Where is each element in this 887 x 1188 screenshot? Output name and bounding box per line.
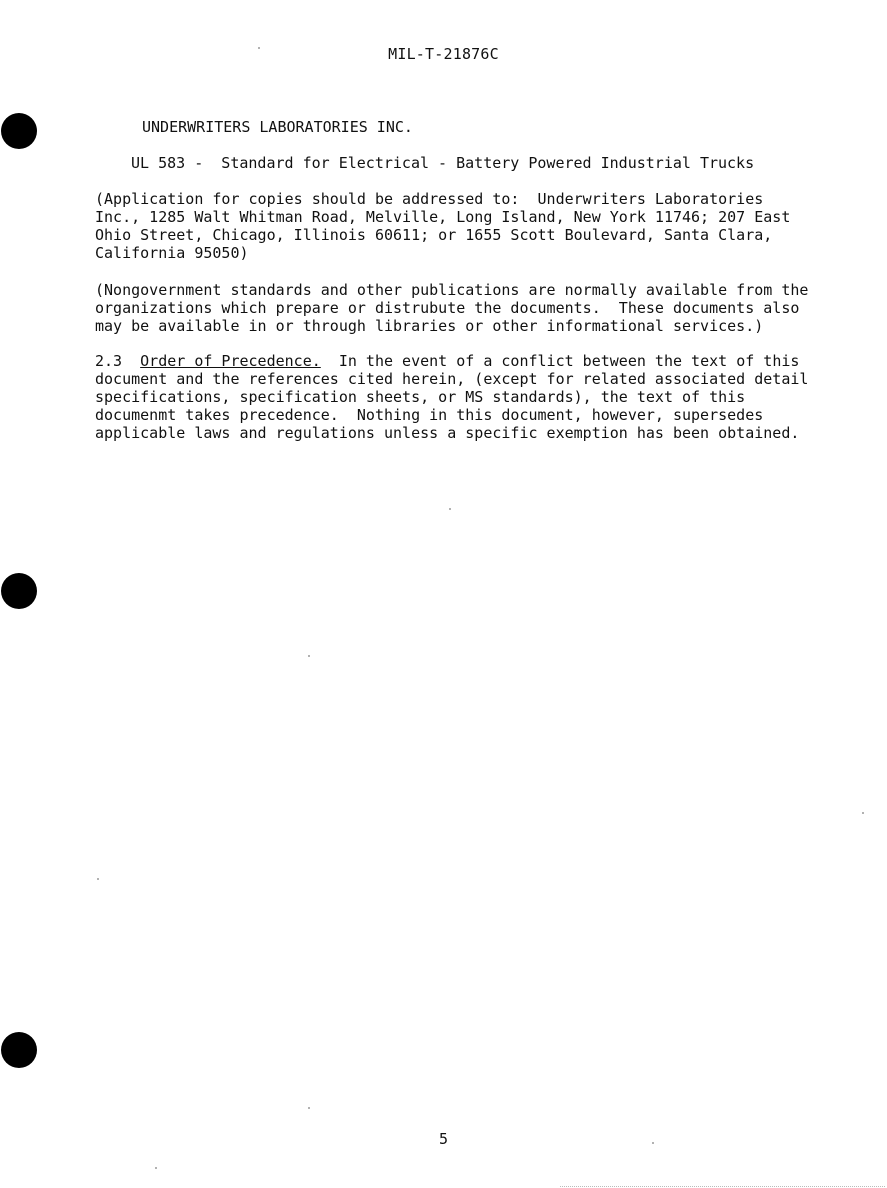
page-number: 5 — [438, 1130, 449, 1148]
paragraph-line: Inc., 1285 Walt Whitman Road, Melville, Long Island, New York 11746; 207 East — [95, 208, 791, 226]
application-paragraph — [95, 190, 825, 262]
scan-speck — [308, 1107, 310, 1109]
paragraph-line: documenmt takes precedence. Nothing in this document, however, supersedes — [95, 406, 764, 424]
scan-speck — [97, 878, 99, 880]
scan-speck — [258, 47, 260, 49]
scan-speck — [308, 655, 310, 657]
section-number: 2.3 — [95, 352, 123, 370]
paragraph-line: Ohio Street, Chicago, Illinois 60611; or 1655 Scott Boulevard, Santa Clara, — [95, 226, 773, 244]
organization-name: UNDERWRITERS LABORATORIES INC. — [142, 118, 413, 136]
paragraph-line: (Nongovernment standards and other publications are normally available from the — [95, 281, 809, 299]
paragraph-line: may be available in or through libraries or other informational services.) — [95, 317, 764, 335]
punch-hole-middle — [1, 573, 37, 609]
nongovernment-paragraph — [95, 281, 825, 335]
punch-hole-top — [1, 113, 37, 149]
scan-speck — [155, 1167, 157, 1169]
paragraph-line: In the event of a conflict between the text of this — [320, 352, 800, 370]
punch-hole-bottom — [1, 1032, 37, 1068]
paragraph-line: organizations which prepare or distrubute the documents. These documents also — [95, 299, 800, 317]
paragraph-line: specifications, specification sheets, or MS standards), the text of this — [95, 388, 746, 406]
scan-speck — [449, 508, 451, 510]
section-heading: Order of Precedence. — [140, 352, 321, 370]
document-header: MIL-T-21876C — [388, 45, 499, 63]
section-2-3 — [95, 352, 825, 442]
paragraph-line: applicable laws and regulations unless a specific exemption has been obtained. — [95, 424, 800, 442]
scan-speck — [652, 1142, 654, 1144]
paragraph-line: California 95050) — [95, 244, 249, 262]
paragraph-line: (Application for copies should be addressed to: Underwriters Laboratories — [95, 190, 764, 208]
scan-speck — [862, 812, 864, 814]
paragraph-line: document and the references cited herein, (except for related associated detail — [95, 370, 809, 388]
standard-reference: UL 583 - Standard for Electrical - Battery Powered Industrial Trucks — [131, 154, 755, 172]
